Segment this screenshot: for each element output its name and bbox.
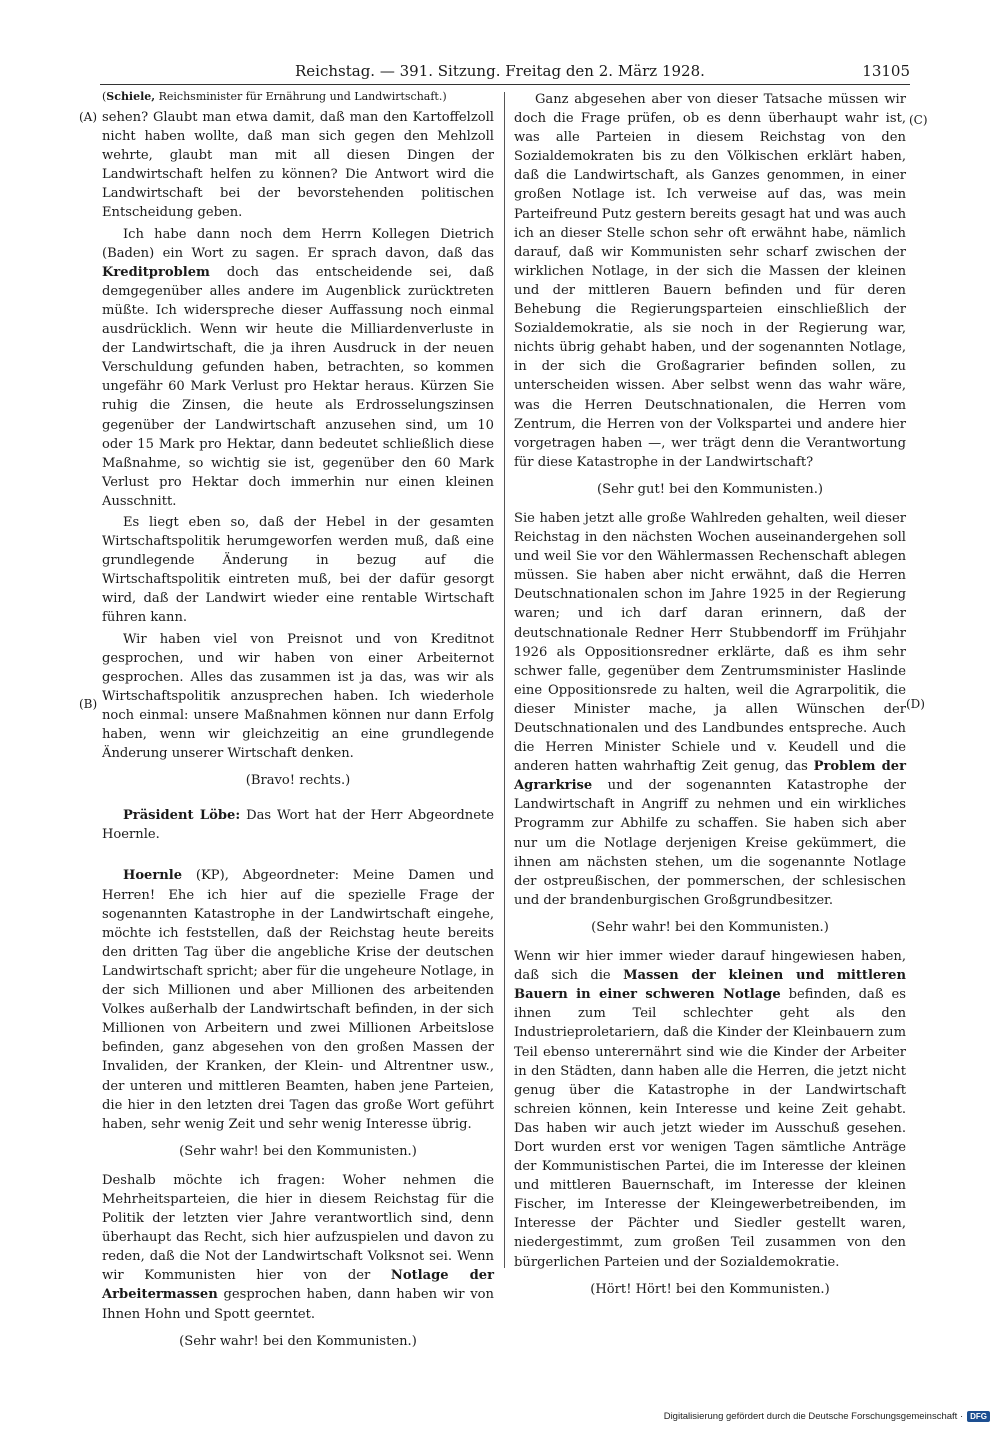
dfg-logo: DFG bbox=[967, 1411, 990, 1422]
digitization-footer bbox=[664, 1411, 990, 1422]
attribution-name: Schiele, bbox=[106, 90, 156, 103]
paragraph: Deshalb möchte ich fragen: Woher nehmen die Mehrheitsparteien, die hier in diesem Reichstag für die Politik der letzten vier Jahre verantwortlich sind, denn überhaupt das Recht, sich hier aufzuspielen und davon zu reden, daß die Not der Landwirtschaft Volksnot sei. Wenn wir Kommunisten hier von der Notlage der Arbeitermassen gesprochen haben, dann haben wir von Ihnen Hohn und Spott geerntet. bbox=[102, 1172, 494, 1322]
paragraph: sehen? Glaubt man etwa damit, daß man den Kartoffelzoll nicht haben wollte, daß man sich gegen den Mehlzoll wehrte, glaubt man mit all diesen Dingen der Landwirtschaft helfen zu können? Die Antwort wird die Landwirtschaft bei der bevorstehenden politischen Entscheidung geben. bbox=[102, 110, 494, 221]
paragraph: Wenn wir hier immer wieder darauf hingewiesen haben, daß sich die Massen der kleinen und mittleren Bauern in einer schweren Notlage befinden, daß es ihnen zum Teil schlechter geht als den Industrieproletariern, daß die Kinder der Kleinbauern zum Teil ebenso unterernährt sind wie die Kinder der Arbeiter in den Städten, dann haben alle die Herren, die jetzt nicht genug über die Katastrophe in der Landwirtschaft schreien können, kein Interesse und keine Zeit gehabt. Das haben wir auch jetzt wieder im Ausschuß gesehen. Dort wurden erst vor wenigen Tagen sämtliche Anträge der Kommunistischen Partei, die im Interesse der kleinen und mittleren Bauernschaft, im Interesse der kleinen Fischer, im Interesse der Kleingewerbetreibenden, im Interesse der Pächter und Siedler gestellt waren, niedergestimmt, zum großen Teil zusammen von den bürgerlichen Parteien und der Sozialdemokratie. bbox=[514, 949, 906, 1270]
speaker-paragraph: Hoernle (KP), Abgeordneter: Meine Damen und Herren! Ehe ich hier auf die spezielle Frage der sogenannten Katastrophe in der Landwirtschaft eingehe, möchte ich feststellen, daß der Reichstag heute bereits den dritten Tag über die angebliche Krise der deutschen Landwirtschaft spricht; aber für die ungeheure Notlage, in der sich Millionen und aber Millionen des arbeitenden Volkes außerhalb der Landwirtschaft befinden, in der sich Millionen von Arbeitern und zwei Millionen Arbeitslose befinden, ganz abgesehen von den großen Massen der Invaliden, der Kranken, der Klein- und Altrentner usw., der unteren und mittleren Beamten, haben jene Parteien, die hier in den letzten drei Tagen das große Wort geführt haben, sehr wenig Zeit und sehr wenig Interesse übrig. bbox=[102, 868, 494, 1132]
emphasis: Massen der kleinen und mittleren Bauern in einer schweren Notlage bbox=[514, 968, 906, 1003]
footer-text: Digitalisierung gefördert durch die Deutsche Forschungsgemeinschaft · bbox=[663, 1411, 964, 1422]
margin-marker-a: (A) bbox=[79, 110, 98, 124]
reaction: (Sehr wahr! bei den Kommunisten.) bbox=[179, 1333, 417, 1349]
speaker-name: Präsident Löbe: bbox=[122, 808, 241, 824]
reaction: (Sehr gut! bei den Kommunisten.) bbox=[596, 481, 824, 497]
margin-marker-c: (C) bbox=[909, 113, 928, 127]
emphasis: Notlage der Arbeitermassen bbox=[102, 1268, 494, 1303]
header-rule bbox=[100, 84, 910, 85]
reaction: (Bravo! rechts.) bbox=[245, 773, 351, 789]
emphasis: Problem der Agrarkrise bbox=[514, 759, 906, 794]
page-header bbox=[100, 62, 910, 84]
paragraph: Ganz abgesehen aber von dieser Tatsache müssen wir doch die Frage prüfen, ob es denn überhaupt wahr ist, was alle Parteien in diesem Reichstag von den Sozialdemokraten bis zu den Völkischen erklärt haben, daß die Landwirtschaft, als Ganzes genommen, in einer großen Notlage ist. Ich verweise auf das, was mein Parteifreund Putz gestern bereits gesagt hat und was auch ich an dieser Stelle schon sehr oft erwähnt habe, nämlich darauf, daß wir Kommunisten sehr scharf zwischen der wirklichen Notlage, in der sich die Massen der kleinen und der mittleren Bauern befinden und für deren Behebung die Regierungsparteien einschließlich der Sozialdemokratie, als sie noch in der Regierung war, nichts übrig gehabt haben, und der sogenannten Notlage, in der sich die Großagrarier befinden sollen, zu unterscheiden wissen. Aber selbst wenn das wahr wäre, was die Herren Deutschnationalen, die Herren vom Zentrum, die Herren von der Volkspartei und andere hier vorgetragen haben —, wer trägt denn die Verantwortung für diese Katastrophe in der Landwirtschaft? bbox=[514, 92, 906, 470]
page-number: 13105 bbox=[862, 62, 910, 80]
paragraph: Ich habe dann noch dem Herrn Kollegen Dietrich (Baden) ein Wort zu sagen. Er sprach davon, daß das Kreditproblem doch das entscheidende sei, daß demgegenüber alles andere im Augenblick zurücktreten müßte. Ich widerspreche dieser Auffassung noch einmal ausdrücklich. Wenn wir heute die Milliardenverluste in der Landwirtschaft, die ja ihren Ausdruck in der neuen Verschuldung gefunden haben, betrachten, so kommen ungefähr 60 Mark Verlust pro Hektar heraus. Kürzen Sie ruhig die Zinsen, die heute als Erdrosselungszinsen gegenüber der Landwirtschaft anzusehen sind, um 10 oder 15 Mark pro Hektar, dann bedeutet schließlich diese Maßnahme, so wichtig sie ist, gegenüber den 60 Mark Verlust pro Hektar doch immerhin nur einen kleinen Ausschnitt. bbox=[102, 226, 494, 509]
reaction: (Sehr wahr! bei den Kommunisten.) bbox=[179, 1143, 417, 1159]
right-column bbox=[514, 90, 906, 1297]
paragraph: Sie haben jetzt alle große Wahlreden gehalten, weil dieser Reichstag in den nächsten Wochen auseinandergehen soll und weil Sie vor den Wählermassen Rechenschaft ablegen müssen. Sie haben aber nicht erwähnt, daß die Herren Deutschnationalen schon im Jahre 1925 in der Regierung waren; und ich darf daran erinnern, daß der deutschnationale Redner Herr Stubbendorff im Frühjahr 1926 als Oppositionsredner erklärte, daß es ihm sehr schwer falle, gegenüber dem Zentrumsminister Haslinde eine Oppositionsrede zu halten, weil die Agrarpolitik, die dieser Minister mache, ja allen Wünschen der Deutschnationalen und des Landbundes entspreche. Auch die Herren Minister Schiele und v. Keudell und die anderen hatten wahrhaftig Zeit genug, das Problem der Agrarkrise und der sogenannten Katastrophe der Landwirtschaft in Angriff zu nehmen und ein wirkliches Programm zur Abhilfe zu schaffen. Sie haben sich aber nur um die Notlage derjenigen Kreise gekümmert, die ihnen am nächsten stehen, um die sogenannte Notlage der ostpreußischen, der pommerschen, der schlesischen und der brandenburgischen Großgrundbesitzer. bbox=[514, 510, 906, 908]
paragraph: Es liegt eben so, daß der Hebel in der gesamten Wirtschaftspolitik herumgeworfen werden muß, daß eine grundlegende Änderung in bezug auf die Wirtschaftspolitik eintreten muß, bei der dafür gesorgt wird, daß der Landwirt wieder eine rentable Wirtschaft führen kann. bbox=[102, 514, 494, 626]
margin-marker-d: (D) bbox=[906, 697, 925, 711]
margin-marker-b: (B) bbox=[79, 697, 98, 711]
paragraph: Wir haben viel von Preisnot und von Kreditnot gesprochen, und wir haben von einer Arbeiternot gesprochen. Alles das zusammen ist ja das, was wir als Wirtschaftspolitik anzusprechen haben. Ich wiederhole noch einmal: unsere Maßnahmen können nur dann Erfolg haben, wenn wir gleichzeitig an eine grundlegende Änderung unserer Wirtschaft denken. bbox=[102, 631, 494, 762]
speaker-attribution: (Schiele, Reichsminister für Ernährung und Landwirtschaft.) bbox=[102, 90, 447, 103]
column-divider bbox=[504, 92, 505, 1268]
speaker-name: Hoernle bbox=[122, 868, 183, 884]
attribution-role: Reichsminister für Ernährung und Landwirtschaft.) bbox=[158, 90, 447, 103]
left-column bbox=[102, 90, 494, 1349]
reaction: (Hört! Hört! bei den Kommunisten.) bbox=[590, 1281, 830, 1297]
reaction: (Sehr wahr! bei den Kommunisten.) bbox=[591, 919, 829, 935]
emphasis: Kreditproblem bbox=[102, 264, 210, 280]
running-title: Reichstag. — 391. Sitzung. Freitag den 2. März 1928. bbox=[295, 62, 705, 80]
speaker-paragraph: Präsident Löbe: Das Wort hat der Herr Abgeordnete Hoernle. bbox=[102, 808, 494, 843]
